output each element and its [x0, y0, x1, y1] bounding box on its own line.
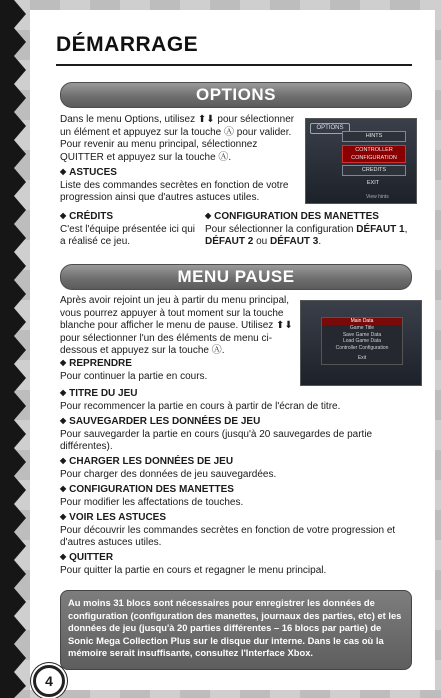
pause-item-text: Pour recommencer la partie en cours à partir de l'écran de titre.	[60, 400, 341, 412]
pause-screenshot	[300, 300, 422, 386]
pause-item-astuces	[60, 512, 415, 550]
options-screenshot-item: HINTS	[342, 131, 406, 142]
pause-screenshot-item: Controller Configuration	[335, 344, 389, 351]
title-rule	[56, 64, 412, 66]
credits-section	[60, 211, 200, 249]
pause-screenshot-item: Game Title	[349, 325, 375, 331]
pause-item-title: TITRE DU JEU	[69, 388, 138, 399]
credits-text: C'est l'équipe présentée ici qui a réalisé ce jeu.	[60, 223, 196, 247]
pause-banner: MENU PAUSE	[60, 264, 412, 290]
config-default-3: DÉFAUT 3	[270, 236, 319, 247]
diamond-icon: ◆	[60, 552, 67, 561]
astuces-title: ASTUCES	[69, 167, 117, 178]
pause-item-text: Pour quitter la partie en cours et regagner le menu principal.	[60, 564, 327, 576]
pause-item-sauvegarder	[60, 416, 412, 454]
options-screenshot-item: CONTROLLER CONFIGURATION	[342, 145, 406, 163]
diamond-icon: ◆	[60, 358, 67, 367]
diamond-icon: ◆	[60, 167, 67, 176]
pause-item-charger	[60, 456, 412, 481]
pause-intro: Après avoir rejoint un jeu à partir du menu principal, vous pourrez appuyer à tout moment sur la touche blanche pour afficher le menu de pause. Utilisez ⬆⬇ pour sélectionner l'un des éléments de menu ci-dessous et appuyez sur la touche Ⓐ.	[60, 295, 293, 356]
diamond-icon: ◆	[60, 456, 67, 465]
page-title: DÉMARRAGE	[56, 33, 199, 56]
options-screenshot-item: EXIT	[366, 180, 380, 186]
config-section: ◆ CONFIGURATION DES MANETTES Pour sélectionner la configuration DÉFAUT 1, DÉFAUT 2 ou DÉFAUT 3.	[205, 211, 408, 247]
pause-screenshot-item: Main Data	[322, 318, 402, 325]
pause-item-titre	[60, 388, 415, 413]
config-default-1: DÉFAUT 1	[356, 223, 405, 235]
diamond-icon: ◆	[60, 512, 67, 521]
diamond-icon: ◆	[60, 211, 67, 220]
diamond-icon: ◆	[60, 388, 67, 397]
diamond-icon: ◆	[205, 211, 212, 220]
pause-item-title: VOIR LES ASTUCES	[69, 512, 167, 523]
pause-item-reprendre	[60, 358, 300, 383]
pause-item-configuration	[60, 484, 412, 509]
pause-item-text: Pour découvrir les commandes secrètes en fonction de votre progression et d'autres astuces utiles.	[60, 524, 396, 548]
zigzag-border	[0, 0, 30, 698]
options-screenshot-footer: View hints	[366, 194, 389, 200]
page-number-badge: 4	[33, 665, 65, 697]
config-text: Pour sélectionner la configuration	[205, 223, 354, 235]
pause-screenshot-item: Exit	[357, 355, 367, 361]
pause-screenshot-item: Save Game Data	[342, 331, 382, 338]
pause-item-quitter	[60, 552, 412, 577]
pause-screenshot-item: Load Game Data	[342, 338, 382, 344]
pause-item-title: SAUVEGARDER LES DONNÉES DE JEU	[69, 416, 261, 427]
pause-item-title: CONFIGURATION DES MANETTES	[69, 484, 234, 495]
pause-item-title: QUITTER	[69, 552, 114, 563]
diamond-icon: ◆	[60, 416, 67, 425]
config-title: CONFIGURATION DES MANETTES	[214, 211, 379, 222]
pause-item-title: REPRENDRE	[69, 358, 132, 369]
pause-item-text: Pour continuer la partie en cours.	[60, 370, 208, 382]
options-banner: OPTIONS	[60, 82, 412, 108]
pause-item-text: Pour modifier les affectations de touches.	[60, 496, 244, 508]
pause-item-title: CHARGER LES DONNÉES DE JEU	[69, 456, 234, 467]
config-default-2: DÉFAUT 2	[205, 236, 254, 247]
options-screenshot-item: CREDITS	[342, 165, 406, 176]
astuces-section	[60, 167, 300, 205]
config-or: ou	[256, 236, 268, 247]
astuces-text: Liste des commandes secrètes en fonction de votre progression ainsi que d'autres astuces utiles.	[60, 179, 289, 203]
note-text: Au moins 31 blocs sont nécessaires pour enregistrer les données de configuration (configuration des manettes, journaux des parties, etc) et les données de jeu (jusqu'à 20 parties différentes – 16 blocs par partie) de Sonic Mega Collection Plus sur le disque dur interne. Dans le cas où la mémoire serait insuffisante, consultez l'Interface Xbox.	[68, 597, 402, 658]
options-intro: Dans le menu Options, utilisez ⬆⬇ pour sélectionner un élément et appuyez sur la touche Ⓐ pour valider. Pour revenir au menu principal, sélectionnez QUITTER et appuyez sur la touche Ⓐ.	[60, 114, 295, 163]
pause-item-text: Pour charger des données de jeu sauvegardées.	[60, 468, 277, 480]
options-screenshot-tab: OPTIONS	[310, 123, 350, 134]
options-screenshot	[305, 118, 417, 204]
diamond-icon: ◆	[60, 484, 67, 493]
credits-title: CRÉDITS	[69, 211, 114, 222]
pause-screenshot-menu	[321, 317, 403, 365]
pause-item-text: Pour sauvegarder la partie en cours (jusqu'à 20 sauvegardes de partie différentes).	[60, 428, 373, 452]
